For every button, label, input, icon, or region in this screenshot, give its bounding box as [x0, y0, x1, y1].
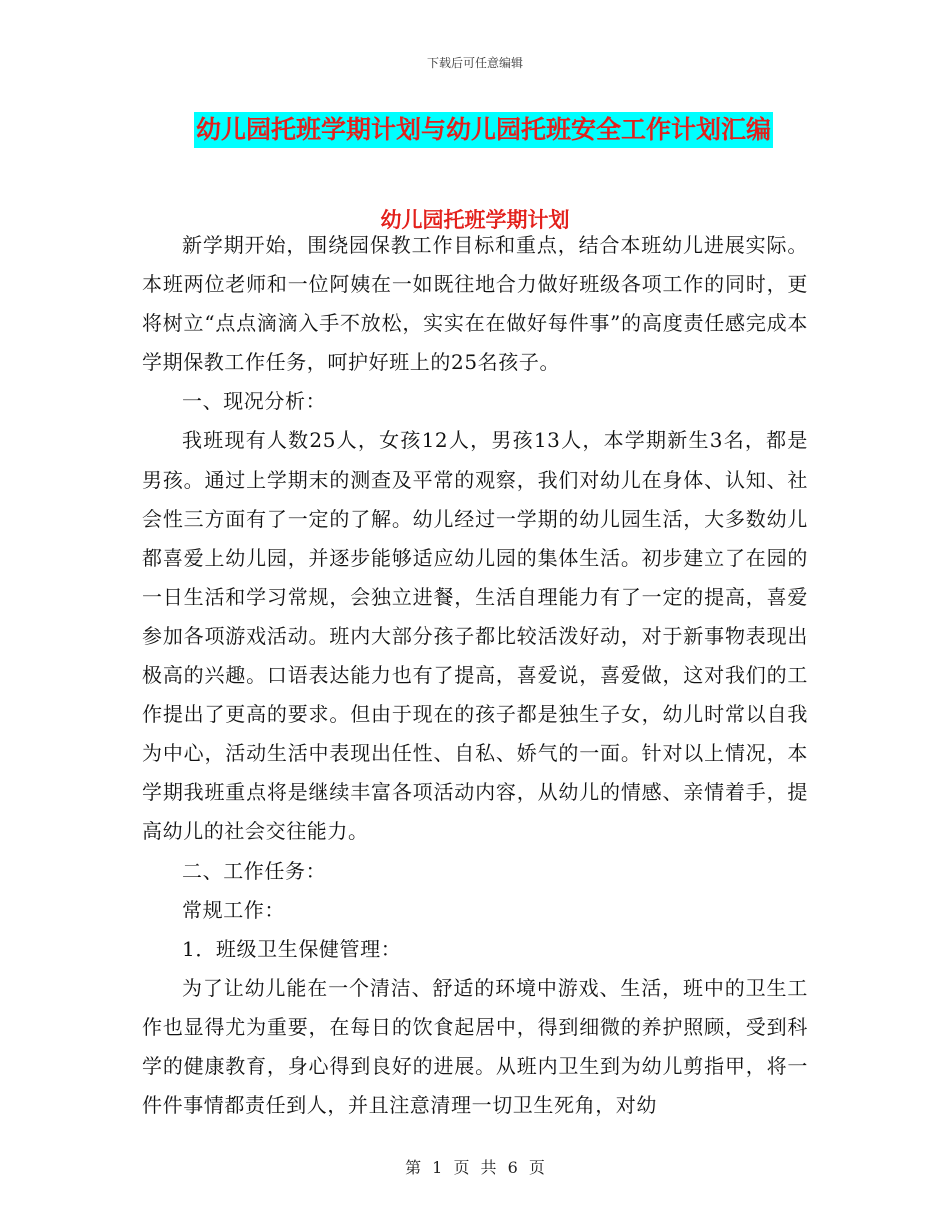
document-body [142, 226, 808, 1125]
document-title: 幼儿园托班学期计划与幼儿园托班安全工作计划汇编 [194, 112, 773, 148]
page-footer: 第 1 页 共 6 页 [405, 1158, 545, 1177]
section-title: 幼儿园托班学期计划 [380, 208, 570, 232]
subheading-hygiene-management: 1．班级卫生保健管理： [182, 936, 402, 961]
paragraph-intro: 新学期开始，围绕园保教工作目标和重点，结合本班幼儿进展实际。本班两位老师和一位阿姨在一如既往地合力做好班级各项工作的同时，更将树立“点点滴滴入手不放松，实实在在做好每件事”的高度责任感完成本学期保教工作任务，呵护好班上的25名孩子。 [142, 233, 808, 375]
header-note: 下载后可任意编辑 [426, 56, 523, 70]
paragraph-hygiene: 为了让幼儿能在一个清洁、舒适的环境中游戏、生活，班中的卫生工作也显得尤为重要，在每日的饮食起居中，得到细微的养护照顾，受到科学的健康教育，身心得到良好的进展。从班内卫生到为幼儿剪指甲，将一件件事情都责任到人，并且注意清理一切卫生死角，对幼 [142, 975, 808, 1118]
paragraph-situation: 我班现有人数25人，女孩12人，男孩13人，本学期新生3名，都是男孩。通过上学期末的测查及平常的观察，我们对幼儿在身体、认知、社会性三方面有了一定的了解。幼儿经过一学期的幼儿园生活，大多数幼儿都喜爱上幼儿园，并逐步能够适应幼儿园的集体生活。初步建立了在园的一日生活和学习常规，会独立进餐，生活自理能力有了一定的提高，喜爱参加各项游戏活动。班内大部分孩子都比较活泼好动，对于新事物表现出极高的兴趣。口语表达能力也有了提高，喜爱说，喜爱做，这对我们的工作提出了更高的要求。但由于现在的孩子都是独生子女，幼儿时常以自我为中心，活动生活中表现出任性、自私、娇气的一面。针对以上情况，本学期我班重点将是继续丰富各项活动内容，从幼儿的情感、亲情着手，提高幼儿的社会交往能力。 [142, 428, 808, 844]
heading-situation-analysis: 一、现况分析： [182, 389, 327, 414]
subheading-routine-work: 常规工作： [182, 897, 285, 922]
heading-work-tasks: 二、工作任务： [182, 858, 327, 883]
